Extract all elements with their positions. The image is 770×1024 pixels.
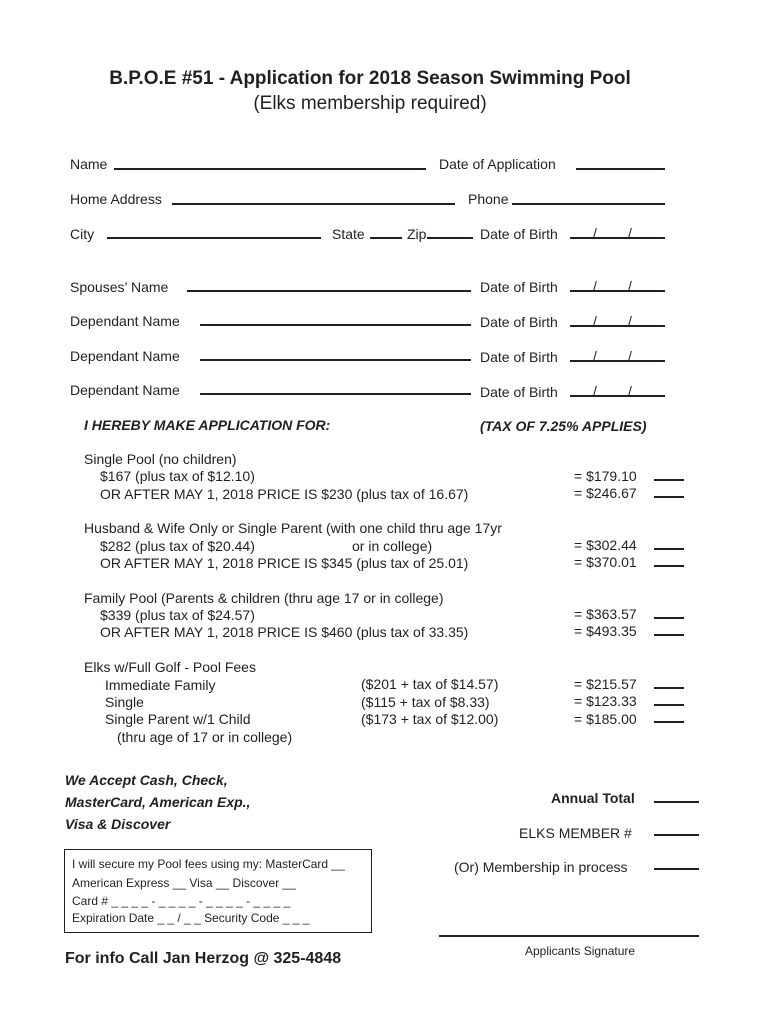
family-pool-total: = $363.57 [574, 606, 637, 622]
membership-in-process-label: (Or) Membership in process [454, 859, 628, 875]
contact-info: For info Call Jan Herzog @ 325-4848 [65, 950, 342, 967]
dob-slash: / [628, 348, 632, 364]
couple-pool-late-price: OR AFTER MAY 1, 2018 PRICE IS $345 (plus tax of 25.01) [100, 555, 469, 571]
date-of-birth-label: Date of Birth [480, 226, 558, 242]
single-pool-late-price: OR AFTER MAY 1, 2018 PRICE IS $230 (plus tax of 16.67) [100, 486, 469, 502]
membership-in-process-field[interactable] [654, 868, 699, 870]
dob-slash: / [593, 313, 597, 329]
phone-label: Phone [468, 191, 509, 207]
dob-slash: / [593, 225, 597, 241]
dependant-name-field[interactable] [200, 359, 471, 361]
spouse-dob-field[interactable] [570, 290, 665, 292]
date-of-birth-field[interactable] [570, 237, 665, 239]
accept-line-2: MasterCard, American Exp., [65, 794, 251, 810]
family-pool-price: $339 (plus tax of $24.57) [100, 607, 255, 623]
golf-single-parent-checkbox[interactable] [654, 721, 684, 723]
family-pool-late-price: OR AFTER MAY 1, 2018 PRICE IS $460 (plus tax of 33.35) [100, 624, 469, 640]
couple-pool-late-total: = $370.01 [574, 554, 637, 570]
elks-member-label: ELKS MEMBER # [519, 825, 632, 841]
card-type-line-2: American Express __ Visa __ Discover __ [72, 876, 296, 890]
dob-slash: / [593, 348, 597, 364]
credit-card-box [64, 849, 372, 933]
single-pool-late-total: = $246.67 [574, 485, 637, 501]
spouse-dob-label: Date of Birth [480, 279, 558, 295]
dependant-dob-field[interactable] [570, 325, 665, 327]
date-of-application-field[interactable] [576, 168, 665, 170]
spouse-name-field[interactable] [187, 290, 471, 292]
golf-age-note: (thru age of 17 or in college) [117, 729, 293, 745]
name-field[interactable] [114, 168, 426, 170]
dependant-dob-field[interactable] [570, 360, 665, 362]
accept-line-1: We Accept Cash, Check, [65, 772, 228, 788]
spouse-name-label: Spouses’ Name [70, 279, 169, 295]
golf-single-parent-tax: ($173 + tax of $12.00) [361, 711, 499, 727]
signature-field[interactable] [439, 935, 699, 937]
couple-pool-total: = $302.44 [574, 537, 637, 553]
dependant-dob-label: Date of Birth [480, 349, 558, 365]
date-of-application-label: Date of Application [439, 156, 556, 172]
dob-slash: / [628, 225, 632, 241]
dependant-dob-field[interactable] [570, 395, 665, 397]
golf-immediate-family-checkbox[interactable] [654, 687, 684, 689]
annual-total-label: Annual Total [551, 790, 635, 806]
dob-slash: / [628, 278, 632, 294]
dob-slash: / [628, 383, 632, 399]
page-subtitle: (Elks membership required) [253, 93, 487, 114]
golf-single-parent: Single Parent w/1 Child [105, 711, 251, 727]
family-pool-title: Family Pool (Parents & children (thru age 17 or in college) [84, 590, 444, 606]
couple-pool-note: or in college) [352, 538, 433, 554]
golf-single-checkbox[interactable] [654, 704, 684, 706]
single-pool-title: Single Pool (no children) [84, 451, 237, 467]
signature-label: Applicants Signature [525, 944, 636, 958]
city-label: City [70, 226, 95, 242]
zip-field[interactable] [427, 237, 473, 239]
state-field[interactable] [370, 237, 402, 239]
dob-slash: / [593, 383, 597, 399]
golf-title: Elks w/Full Golf - Pool Fees [84, 659, 256, 675]
dependant-name-field[interactable] [200, 393, 471, 395]
couple-pool-title: Husband & Wife Only or Single Parent (with one child thru age 17yr [84, 520, 502, 536]
dob-slash: / [628, 313, 632, 329]
golf-single: Single [105, 694, 144, 710]
golf-single-tax: ($115 + tax of $8.33) [361, 694, 490, 710]
family-pool-late-total: = $493.35 [574, 623, 637, 639]
golf-immediate-family-total: = $215.57 [574, 676, 637, 692]
family-pool-checkbox[interactable] [654, 617, 684, 619]
couple-pool-checkbox[interactable] [654, 548, 684, 550]
couple-pool-price: $282 (plus tax of $20.44) [100, 538, 255, 554]
dependant-name-label: Dependant Name [70, 348, 180, 364]
tax-note: (TAX OF 7.25% APPLIES) [480, 418, 647, 434]
annual-total-field[interactable] [654, 801, 699, 803]
single-pool-checkbox[interactable] [654, 479, 684, 481]
city-field[interactable] [107, 237, 321, 239]
dependant-dob-label: Date of Birth [480, 314, 558, 330]
dependant-dob-label: Date of Birth [480, 384, 558, 400]
dependant-name-label: Dependant Name [70, 382, 180, 398]
golf-immediate-family-tax: ($201 + tax of $14.57) [361, 676, 499, 692]
card-type-line: I will secure my Pool fees using my: MasterCard __ [72, 857, 345, 871]
page-title: B.P.O.E #51 - Application for 2018 Season Swimming Pool [109, 68, 631, 89]
dependant-name-label: Dependant Name [70, 313, 180, 329]
single-pool-price: $167 (plus tax of $12.10) [100, 468, 255, 484]
state-label: State [332, 226, 365, 242]
dependant-name-field[interactable] [200, 324, 471, 326]
phone-field[interactable] [512, 203, 665, 205]
couple-pool-late-checkbox[interactable] [654, 565, 684, 567]
home-address-field[interactable] [172, 203, 455, 205]
home-address-label: Home Address [70, 191, 162, 207]
single-pool-late-checkbox[interactable] [654, 496, 684, 498]
golf-immediate-family: Immediate Family [105, 677, 216, 693]
golf-single-total: = $123.33 [574, 693, 637, 709]
golf-single-parent-total: = $185.00 [574, 711, 637, 727]
name-label: Name [70, 156, 108, 172]
zip-label: Zip [407, 226, 427, 242]
single-pool-total: = $179.10 [574, 468, 637, 484]
elks-member-field[interactable] [654, 834, 699, 836]
card-number-line: Card # _ _ _ _ - _ _ _ _ - _ _ _ _ - _ _ _ _ [72, 894, 291, 908]
dob-slash: / [593, 278, 597, 294]
family-pool-late-checkbox[interactable] [654, 634, 684, 636]
expiration-line: Expiration Date _ _ / _ _ Security Code _ _ _ [72, 911, 310, 925]
accept-line-3: Visa & Discover [65, 816, 171, 832]
application-heading: I HEREBY MAKE APPLICATION FOR: [84, 417, 331, 433]
